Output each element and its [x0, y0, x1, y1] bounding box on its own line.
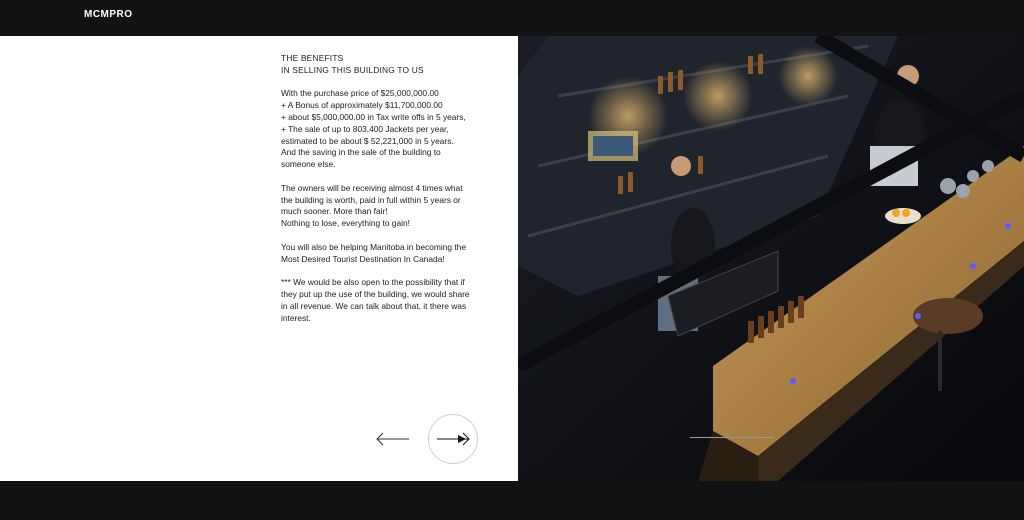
- text-panel: [0, 36, 518, 481]
- top-bar: [0, 0, 1024, 36]
- benefits-content: [281, 53, 493, 336]
- benefits-paragraph: The owners will be receiving almost 4 times what the building is worth, paid in full within 5 years or much sooner. More than fair! Nothing to lose, everything to gain!: [281, 182, 463, 229]
- next-arrow[interactable]: [436, 431, 470, 447]
- arrow-right-icon: [436, 431, 470, 447]
- brand-logo[interactable]: MCMPRO: [84, 9, 133, 20]
- slide-navigation: [370, 414, 480, 464]
- slide-progress-line: [690, 437, 774, 438]
- bar-photo: [518, 36, 1024, 481]
- arrow-left-icon: [376, 431, 410, 447]
- bottom-bar: [0, 481, 1024, 520]
- bar-scene-image: [518, 36, 1024, 481]
- benefits-paragraph: *** We would be also open to the possibility that if they put up the use of the building, we would share in all revenue. We can talk about that, it there was interest.: [281, 277, 470, 323]
- benefits-paragraph: With the purchase price of $25,000,000.00 + A Bonus of approximately $11,700,000.00 + about $5,000,000.00 in Tax write offs in 5 years, + The sale of up to 803,400 Jackets per year, estimated to be about $ 52,221,000 in 5 years. And the saving in the sale of the building to someone else.: [281, 88, 466, 170]
- benefits-heading: THE BENEFITS IN SELLING THIS BUILDING TO US: [281, 53, 424, 75]
- previous-button[interactable]: [376, 431, 410, 447]
- benefits-paragraph: You will also be helping Manitoba in becoming the Most Desired Tourist Destination In Canada!: [281, 241, 466, 264]
